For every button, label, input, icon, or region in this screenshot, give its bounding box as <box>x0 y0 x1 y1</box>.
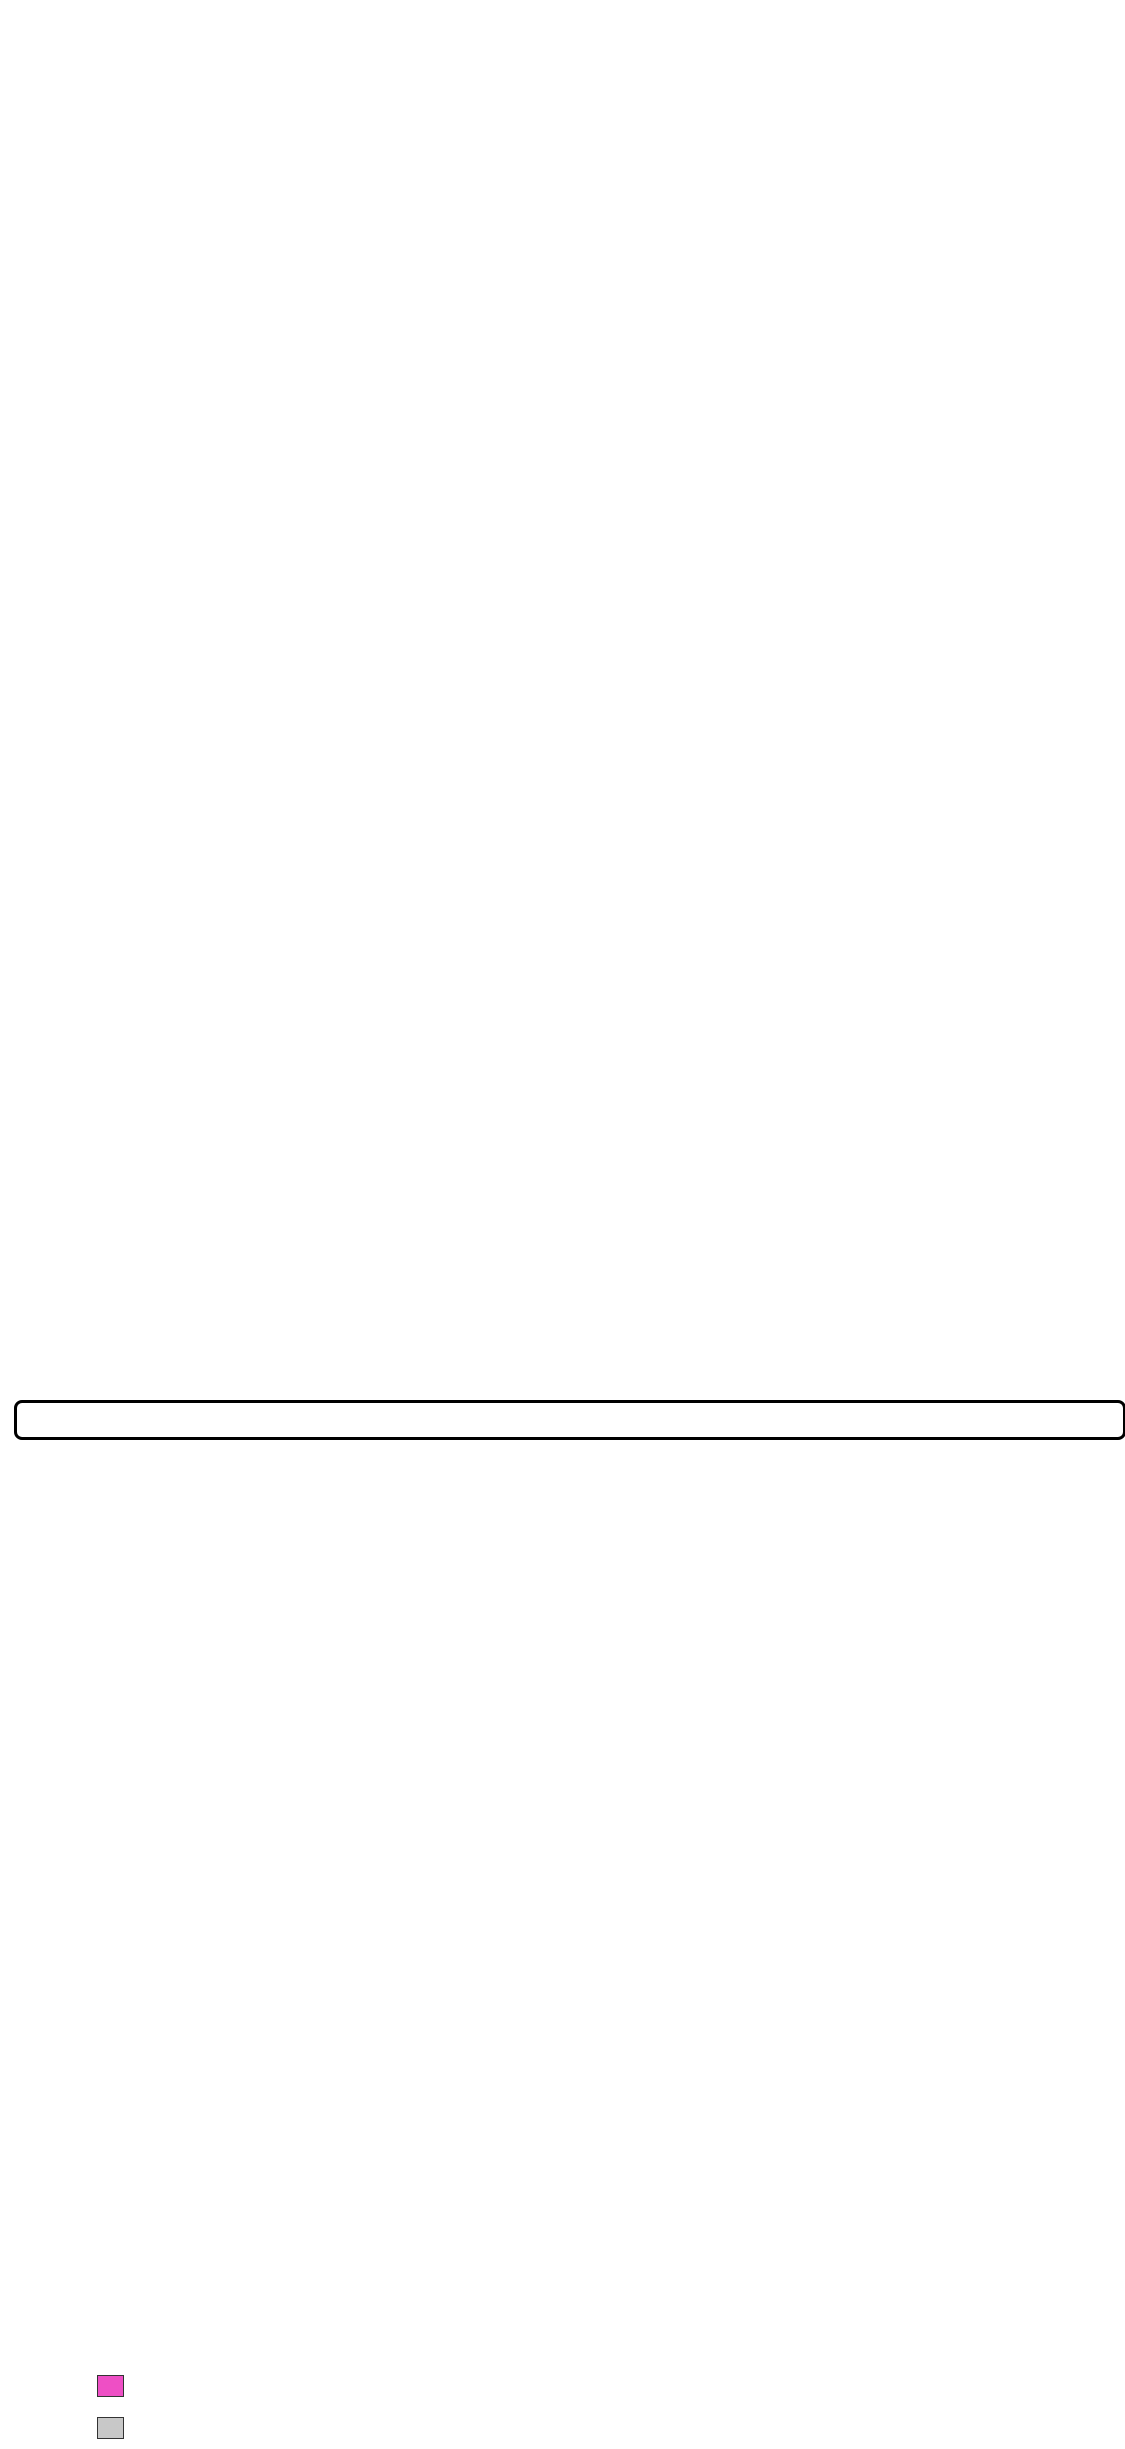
page-title <box>48 0 1084 18</box>
row-highlight-frame <box>14 1400 1125 1440</box>
legend-max-swatch <box>97 2417 124 2439</box>
legend-min-swatch <box>97 2375 124 2397</box>
